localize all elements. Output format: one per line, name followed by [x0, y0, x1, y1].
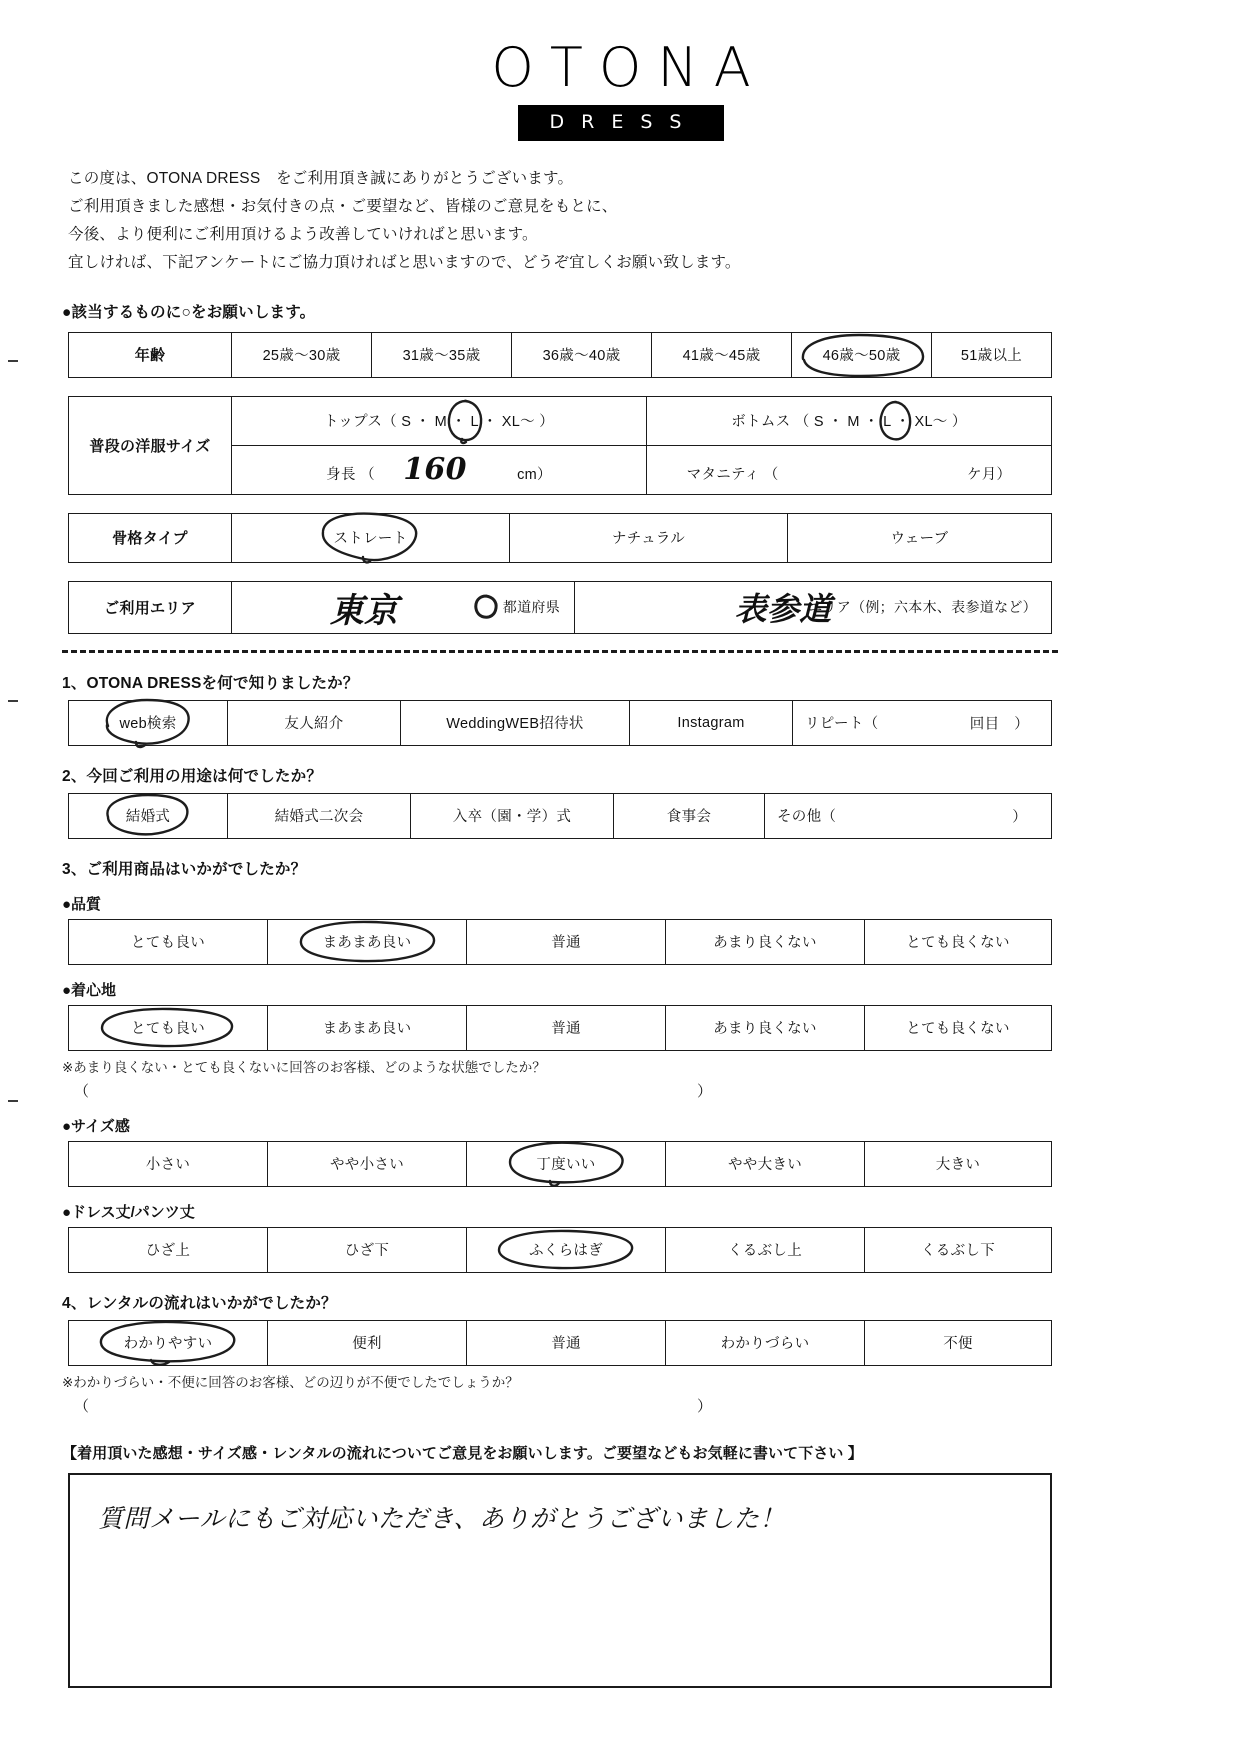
height-unit: cm）: [517, 467, 552, 483]
quality-option-fairly-good-label: まあまあ良い: [322, 935, 412, 951]
area-hint: エリア（例；六本木、表参道など）: [808, 599, 1037, 615]
table-row: [69, 919, 1052, 964]
maternity-label: マタニティ （: [686, 467, 779, 483]
free-comment-heading: 【着用頂いた感想・サイズ感・レンタルの流れについてご意見をお願いします。ご要望などもお気軽に書いて下さい 】: [62, 1444, 863, 1462]
skeleton-option-straight[interactable]: [232, 513, 510, 562]
area-table: [68, 581, 1052, 634]
area-name-cell[interactable]: [575, 581, 1052, 633]
q1-option-web-search-label: web検索: [119, 716, 177, 732]
comfort-option-fairly-good[interactable]: まあまあ良い: [268, 1005, 467, 1050]
q4-note: ※わかりづらい・不便に回答のお客様、どの辺りが不便でしたでしょうか？: [62, 1374, 519, 1390]
free-comment-box[interactable]: [68, 1473, 1052, 1688]
prefecture-value: 東京: [329, 590, 399, 631]
table-row: [69, 1005, 1052, 1050]
intro-line-3: 今後、より便利にご利用頂けるよう改善していければと思います。: [68, 226, 538, 244]
length-option-below-ankle[interactable]: くるぶし下: [865, 1227, 1052, 1272]
logo-dress-text: DRESS: [549, 110, 699, 133]
age-option-25-30[interactable]: 25歳〜30歳: [232, 332, 372, 377]
q3-quality-label: ●品質: [62, 895, 102, 913]
bottoms-size-label: ボトムス （ S ・ M ・ L ・ XL〜 ）: [731, 414, 967, 430]
q1-repeat-count-label: 回目 ）: [969, 716, 1029, 732]
fit-option-just-right-label: 丁度いい: [536, 1157, 596, 1173]
q3-comfort-table: [68, 1005, 1052, 1051]
comfort-option-very-good-label: とても良い: [131, 1021, 205, 1037]
q2-option-wedding[interactable]: [69, 793, 228, 838]
prefecture-cell[interactable]: [232, 581, 575, 633]
q1-table: [68, 700, 1052, 746]
scan-edge-mark: [8, 1100, 18, 1102]
q2-heading: 2、今回ご利用の用途は何でしたか？: [62, 767, 323, 785]
intro-line-1: この度は、OTONA DRESS をご利用頂き誠にありがとうございます。: [68, 169, 574, 187]
q4-open-answer[interactable]: [68, 1395, 1052, 1416]
q4-option-inconvenient[interactable]: 不便: [865, 1320, 1052, 1365]
table-row: [69, 513, 1052, 562]
table-row: [69, 793, 1052, 838]
q4-option-confusing[interactable]: わかりづらい: [666, 1320, 865, 1365]
q1-heading: 1、OTONA DRESSを何で知りましたか？: [62, 674, 359, 692]
table-row: [69, 332, 1052, 377]
logo-dress-box: [518, 105, 725, 141]
length-option-above-ankle[interactable]: くるぶし上: [666, 1227, 865, 1272]
intro-line-4: 宜しければ、下記アンケートにご協力頂ければと思いますので、どうぞ宜しくお願い致します。: [68, 254, 741, 272]
age-option-46-50-label: 46歳〜50歳: [822, 348, 901, 364]
q2-option-wedding-label: 結婚式: [125, 809, 171, 825]
length-option-calf[interactable]: [467, 1227, 666, 1272]
q4-open-paren: （: [74, 1397, 90, 1415]
q1-option-repeat-label: リピート（: [805, 716, 879, 732]
q3-comfort-open-paren: （: [74, 1082, 90, 1100]
q4-heading: 4、レンタルの流れはいかがでしたか？: [62, 1294, 337, 1312]
table-row: [69, 396, 1052, 445]
age-table: [68, 332, 1052, 378]
table-row: [69, 1227, 1052, 1272]
q4-close-paren: ）: [696, 1397, 712, 1415]
age-option-51-plus[interactable]: 51歳以上: [932, 332, 1052, 377]
q4-table: [68, 1320, 1052, 1366]
comfort-option-very-bad[interactable]: とても良くない: [865, 1005, 1052, 1050]
skeleton-type-table: [68, 513, 1052, 563]
comfort-option-very-good[interactable]: [69, 1005, 268, 1050]
clothing-size-label: 普段の洋服サイズ: [69, 396, 232, 494]
q3-fit-label: ●サイズ感: [62, 1117, 130, 1135]
q3-comfort-label: ●着心地: [62, 981, 117, 999]
quality-option-fairly-good[interactable]: [268, 919, 467, 964]
tops-size-cell[interactable]: [232, 396, 647, 445]
q4-option-normal[interactable]: 普通: [467, 1320, 666, 1365]
maternity-cell[interactable]: [647, 445, 1052, 494]
bottoms-size-cell[interactable]: [647, 396, 1052, 445]
clothing-size-table: [68, 396, 1052, 495]
intro-paragraph: [68, 165, 1242, 278]
age-option-31-35[interactable]: 31歳〜35歳: [372, 332, 512, 377]
prefecture-hint: 都道府県: [502, 599, 560, 615]
free-comment-answer: 質問メールにもご対応いただき、ありがとうございました！: [98, 1503, 786, 1533]
q4-option-easy-label: わかりやすい: [123, 1336, 213, 1352]
instruction-text: ●該当するものに○をお願いします。: [62, 303, 316, 321]
q4-option-easy[interactable]: [69, 1320, 268, 1365]
maternity-unit: ケ月）: [966, 467, 1012, 483]
height-label: 身長 （: [326, 467, 375, 483]
skeleton-option-straight-label: ストレート: [333, 531, 408, 547]
skeleton-option-natural[interactable]: ナチュラル: [510, 513, 788, 562]
maternity-value: [783, 452, 967, 487]
q2-option-afterparty[interactable]: 結婚式二次会: [228, 793, 411, 838]
area-label: ご利用エリア: [69, 581, 232, 633]
brand-logo: [0, 0, 1242, 141]
quality-option-very-bad[interactable]: とても良くない: [865, 919, 1052, 964]
q2-option-dinner[interactable]: 食事会: [614, 793, 765, 838]
skeleton-label: 骨格タイプ: [69, 513, 232, 562]
logo-otona-text: OTONA: [491, 36, 767, 99]
section-divider: [62, 650, 1058, 653]
comfort-option-normal[interactable]: 普通: [467, 1005, 666, 1050]
fit-option-slightly-small[interactable]: やや小さい: [268, 1141, 467, 1186]
length-option-below-knee[interactable]: ひざ下: [268, 1227, 467, 1272]
scan-edge-mark: [8, 700, 18, 702]
q3-comfort-open-answer[interactable]: [68, 1080, 1052, 1101]
age-option-41-45[interactable]: 41歳〜45歳: [652, 332, 792, 377]
age-option-46-50[interactable]: [792, 332, 932, 377]
q3-quality-table: [68, 919, 1052, 965]
q3-length-table: [68, 1227, 1052, 1273]
area-value: 表参道: [734, 590, 832, 628]
q1-option-repeat[interactable]: [793, 700, 1052, 745]
age-label: 年齢: [69, 332, 232, 377]
intro-line-2: ご利用頂きました感想・お気付きの点・ご要望など、皆様のご意見をもとに、: [68, 197, 618, 215]
handwritten-circle-prefecture: [473, 594, 499, 620]
fit-option-large[interactable]: 大きい: [865, 1141, 1052, 1186]
quality-option-not-very-good[interactable]: あまり良くない: [666, 919, 865, 964]
q2-option-other[interactable]: [765, 793, 1052, 838]
scan-edge-mark: [8, 360, 18, 362]
q2-option-other-label: その他（: [777, 809, 837, 825]
skeleton-option-wave[interactable]: ウェーブ: [788, 513, 1052, 562]
q3-fit-table: [68, 1141, 1052, 1187]
height-value: 160: [403, 452, 467, 487]
q1-option-instagram[interactable]: Instagram: [630, 700, 793, 745]
height-cell[interactable]: [232, 445, 647, 494]
q1-option-weddingweb[interactable]: WeddingWEB招待状: [401, 700, 630, 745]
q1-option-web-search[interactable]: [69, 700, 228, 745]
q3-heading: 3、ご利用商品はいかがでしたか？: [62, 860, 307, 878]
q4-option-convenient[interactable]: 便利: [268, 1320, 467, 1365]
tops-size-label: トップス（ S ・ M ・ L ・ XL〜 ）: [323, 414, 555, 430]
table-row: [69, 700, 1052, 745]
length-option-calf-label: ふくらはぎ: [529, 1243, 603, 1259]
quality-option-normal[interactable]: 普通: [467, 919, 666, 964]
q2-other-close-paren: ）: [1012, 809, 1027, 825]
table-row: [69, 1141, 1052, 1186]
fit-option-slightly-large[interactable]: やや大きい: [666, 1141, 865, 1186]
q3-comfort-note: ※あまり良くない・とても良くないに回答のお客様、どのような状態でしたか？: [62, 1059, 546, 1075]
fit-option-just-right[interactable]: [467, 1141, 666, 1186]
quality-option-very-good[interactable]: とても良い: [69, 919, 268, 964]
q3-comfort-close-paren: ）: [696, 1082, 712, 1100]
q3-length-label: ●ドレス丈/パンツ丈: [62, 1203, 195, 1221]
q2-table: [68, 793, 1052, 839]
table-row: [69, 581, 1052, 633]
table-row: [69, 1320, 1052, 1365]
age-option-36-40[interactable]: 36歳〜40歳: [512, 332, 652, 377]
fit-option-small[interactable]: 小さい: [69, 1141, 268, 1186]
q1-option-friend[interactable]: 友人紹介: [228, 700, 401, 745]
length-option-above-knee[interactable]: ひざ上: [69, 1227, 268, 1272]
comfort-option-not-very-good[interactable]: あまり良くない: [666, 1005, 865, 1050]
q2-option-ceremony[interactable]: 入卒（園・学）式: [411, 793, 614, 838]
